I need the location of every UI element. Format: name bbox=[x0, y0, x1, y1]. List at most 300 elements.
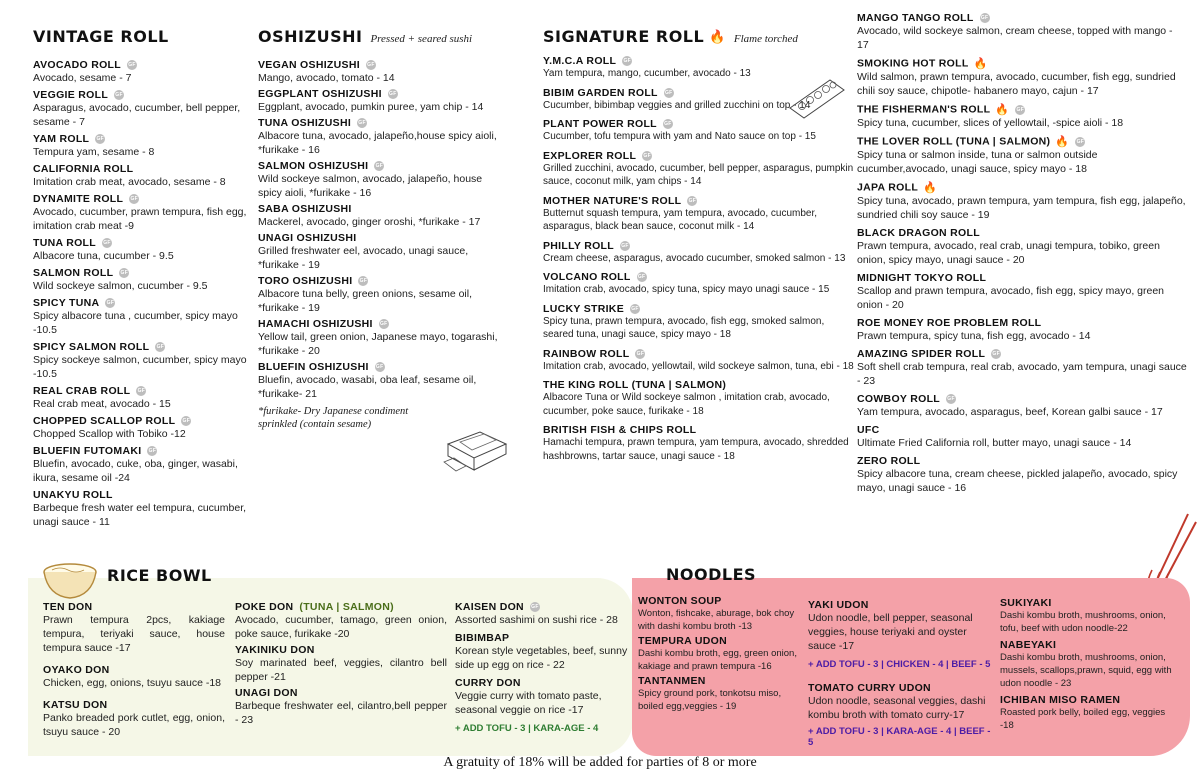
menu-item-description: Cucumber, bibimbap veggies and grilled zucchini on top - 14 bbox=[543, 99, 811, 111]
menu-item-name bbox=[857, 317, 1187, 329]
menu-item-name bbox=[33, 89, 251, 101]
menu-item bbox=[33, 267, 251, 293]
menu-item-description: Udon noodle, bell pepper, seasonal veggies, house teriyaki and oyster sauce -17 bbox=[808, 612, 973, 652]
menu-item-description: Albacore tuna, avocado, jalapeño,house spicy aioli, *furikake - 16 bbox=[258, 130, 497, 156]
menu-item-description: Eggplant, avocado, pumkin puree, yam chip - 14 bbox=[258, 101, 484, 113]
menu-item-name bbox=[543, 424, 855, 436]
noodles-addons-2: + ADD TOFU - 3 | KARA-AGE - 4 | BEEF - 5 bbox=[808, 726, 991, 748]
menu-item-description: Spicy albacore tuna , cucumber, spicy mayo -10.5 bbox=[33, 310, 238, 336]
menu-item-description: Dashi kombu broth, mushrooms, onion, tofu, beef with udon noodle-22 bbox=[1000, 610, 1166, 634]
menu-item-description: Albacore Tuna or Wild sockeye salmon , imitation crab, avocado, cucumber, poke sauce, furikake - 18 bbox=[543, 392, 830, 417]
menu-item-name-text: ZERO ROLL bbox=[857, 455, 921, 467]
menu-item-description: Albacore tuna belly, green onions, sesame oil, *furikake - 19 bbox=[258, 288, 473, 314]
menu-item bbox=[543, 240, 855, 266]
menu-item bbox=[543, 303, 855, 342]
menu-item bbox=[235, 601, 447, 641]
menu-item bbox=[455, 677, 630, 717]
menu-item-name-text: THE KING ROLL (TUNA | SALMON) bbox=[543, 379, 727, 391]
menu-item bbox=[33, 385, 251, 411]
menu-item bbox=[258, 318, 506, 358]
menu-item-name-text: ICHIBAN MISO RAMEN bbox=[1000, 694, 1121, 706]
menu-item-name-text: MOTHER NATURE'S ROLL bbox=[543, 194, 682, 207]
menu-item bbox=[455, 601, 630, 627]
signature-roll-subtitle: Flame torched bbox=[733, 33, 798, 45]
menu-item-name-text: OYAKO DON bbox=[43, 664, 110, 676]
menu-item-name-text: VOLCANO ROLL bbox=[543, 271, 631, 283]
signature-roll-title bbox=[543, 27, 855, 46]
menu-item-name bbox=[235, 687, 447, 699]
rice-bowl-col-1 bbox=[43, 601, 225, 748]
menu-item-description: Dashi kombu broth, mushrooms, onion, mussels, scallops,prawn, squid, egg with udon noodle - 23 bbox=[1000, 652, 1172, 689]
gluten-free-badge-icon: GF bbox=[148, 448, 157, 455]
menu-item-name-text: AMAZING SPIDER ROLL bbox=[857, 348, 986, 360]
menu-item bbox=[638, 635, 800, 673]
menu-item-name bbox=[33, 133, 251, 145]
flame-icon: 🔥 bbox=[709, 30, 726, 45]
menu-item-description: Spicy ground pork, tonkotsu miso, boiled egg,veggies - 19 bbox=[638, 688, 782, 712]
menu-item-name-text: EGGPLANT OSHIZUSHI bbox=[258, 88, 382, 100]
menu-item-description: Wonton, fishcake, aburage, bok choy with dashi kombu broth -13 bbox=[638, 608, 795, 632]
menu-item-name-text: TUNA ROLL bbox=[33, 237, 96, 249]
menu-item bbox=[33, 59, 251, 85]
menu-item-name-text: TEMPURA UDON bbox=[638, 635, 727, 647]
gluten-free-badge-icon: GF bbox=[96, 136, 105, 143]
gluten-free-badge-icon: GF bbox=[947, 396, 955, 403]
menu-item-name bbox=[543, 195, 855, 207]
menu-item bbox=[258, 361, 506, 401]
menu-item-name-text: TANTANMEN bbox=[638, 675, 706, 687]
menu-item-name bbox=[258, 59, 506, 71]
menu-item-description: Scallop and prawn tempura, avocado, fish egg, spicy mayo, green onion - 20 bbox=[857, 285, 1165, 311]
menu-item-name-text: SUKIYAKI bbox=[1000, 597, 1052, 609]
menu-item-name bbox=[33, 163, 251, 175]
menu-item-name-text: WONTON SOUP bbox=[638, 595, 722, 607]
menu-item bbox=[857, 317, 1187, 343]
menu-item-name-text: SPICY TUNA bbox=[33, 297, 100, 309]
menu-item-name bbox=[33, 267, 251, 279]
menu-item-name-text: KAISEN DON bbox=[455, 601, 524, 613]
menu-item-description: Avocado, wild sockeye salmon, cream cheese, topped with mango - 17 bbox=[857, 25, 1173, 51]
menu-item-description: Butternut squash tempura, yam tempura, avocado, cucumber, asparagus, black bean sauce, coconut milk - 14 bbox=[543, 207, 818, 232]
menu-item-description: Panko breaded pork cutlet, egg, onion, tsuyu sauce - 20 bbox=[43, 712, 225, 738]
gluten-free-badge-icon: GF bbox=[367, 62, 375, 69]
menu-item bbox=[857, 424, 1187, 450]
noodles-addons-1: + ADD TOFU - 3 | CHICKEN - 4 | BEEF - 5 bbox=[808, 659, 991, 670]
menu-item bbox=[857, 455, 1187, 495]
menu-item bbox=[638, 675, 800, 713]
menu-item-description: Imitation crab, avocado, yellowtail, wild sockeye salmon, tuna, ebi - 18 bbox=[543, 360, 854, 372]
gluten-free-badge-icon: GF bbox=[130, 196, 138, 203]
menu-item-name-text: VEGGIE ROLL bbox=[33, 89, 109, 101]
menu-item-description: Spicy tuna, prawn tempura, avocado, fish egg, smoked salmon, seared tuna, unagi sauce, spicy mayo - 18 bbox=[543, 315, 825, 340]
menu-item bbox=[808, 682, 994, 722]
menu-item-description: Prawn tempura, avocado, real crab, unagi tempura, tobiko, green onion, spicy mayo, unagi sauce - 20 bbox=[857, 240, 1160, 266]
furikake-note: *furikake- Dry Japanese condiment sprinkled (contain sesame) bbox=[258, 406, 409, 430]
menu-item-name bbox=[258, 232, 506, 244]
menu-item-name-text: BRITISH FISH & CHIPS ROLL bbox=[543, 424, 697, 436]
menu-item-description: Barbeque freshwater eel, cilantro,bell pepper - 23 bbox=[235, 700, 447, 726]
menu-item-description: Avocado, cucumber, tamago, green onion, poke sauce, furikake -20 bbox=[235, 614, 447, 640]
gluten-free-badge-icon: GF bbox=[637, 274, 646, 281]
menu-item bbox=[638, 595, 800, 633]
menu-item-name-text: HAMACHI OSHIZUSHI bbox=[258, 318, 373, 330]
menu-item-name-text: TORO OSHIZUSHI bbox=[258, 275, 353, 287]
menu-item-name-text: RAINBOW ROLL bbox=[543, 347, 630, 360]
oshizushi-box-illustration bbox=[440, 422, 512, 474]
gluten-free-badge-icon: GF bbox=[389, 91, 397, 98]
gluten-free-badge-icon: GF bbox=[992, 351, 1000, 358]
gluten-free-badge-icon: GF bbox=[643, 152, 651, 159]
menu-item bbox=[1000, 639, 1180, 690]
menu-item bbox=[543, 379, 855, 418]
menu-item-name-text: YAM ROLL bbox=[33, 133, 90, 145]
menu-item-name-text: BLACK DRAGON ROLL bbox=[857, 227, 980, 239]
menu-item-description: Imitation crab meat, avocado, sesame - 8 bbox=[33, 176, 226, 188]
menu-item-name bbox=[258, 160, 506, 172]
menu-item-name-text: BLUEFIN OSHIZUSHI bbox=[258, 361, 369, 373]
menu-item-name bbox=[43, 664, 225, 676]
menu-item-name bbox=[33, 415, 251, 427]
gluten-free-badge-icon: GF bbox=[128, 62, 136, 69]
gluten-free-badge-icon: GF bbox=[980, 15, 989, 22]
menu-item-description: Bluefin, avocado, wasabi, oba leaf, sesame oil, *furikake- 21 bbox=[258, 374, 477, 400]
menu-item-name-text: CALIFORNIA ROLL bbox=[33, 163, 134, 175]
menu-item-name-text: JAPA ROLL bbox=[857, 181, 919, 194]
menu-item bbox=[258, 117, 506, 157]
menu-item-name-text: SABA OSHIZUSHI bbox=[258, 203, 352, 215]
menu-item-description: Yam tempura, avocado, asparagus, beef, Korean galbi sauce - 17 bbox=[857, 406, 1163, 418]
menu-item-name-text: UNAGI DON bbox=[235, 687, 298, 699]
menu-item-name-text: THE LOVER ROLL (TUNA | SALMON) bbox=[857, 135, 1051, 148]
gluten-free-badge-icon: GF bbox=[359, 278, 368, 285]
menu-item-name bbox=[857, 424, 1187, 436]
gluten-free-badge-icon: GF bbox=[375, 364, 384, 371]
sushi-roll-illustration bbox=[786, 74, 848, 122]
noodles-col-2 bbox=[808, 599, 994, 748]
menu-item bbox=[258, 232, 506, 272]
menu-item-name bbox=[638, 635, 800, 647]
menu-item bbox=[857, 135, 1187, 176]
menu-item-description: Roasted pork belly, boiled egg, veggies -18 bbox=[1000, 707, 1166, 731]
noodles-col-3 bbox=[1000, 597, 1180, 736]
menu-item-description: Ultimate Fried California roll, butter mayo, unagi sauce - 14 bbox=[857, 437, 1132, 449]
menu-item bbox=[258, 275, 506, 315]
menu-item-description: Wild sockeye salmon, avocado, jalapeño, house spicy aioli, *furikake - 16 bbox=[258, 173, 483, 199]
menu-item bbox=[33, 89, 251, 129]
menu-item-name bbox=[857, 181, 1187, 194]
menu-item bbox=[543, 348, 855, 374]
menu-item-name bbox=[857, 455, 1187, 467]
gluten-free-badge-icon: GF bbox=[379, 321, 388, 328]
menu-item-description: Tempura yam, sesame - 8 bbox=[33, 146, 155, 158]
menu-item bbox=[43, 601, 225, 655]
menu-item-name bbox=[258, 117, 506, 129]
menu-item bbox=[543, 271, 855, 297]
menu-item bbox=[1000, 694, 1180, 732]
menu-item-name bbox=[857, 272, 1187, 284]
menu-item bbox=[455, 632, 630, 672]
menu-item-name-text: POKE DON bbox=[235, 601, 294, 613]
menu-item-description: Veggie curry with tomato paste, seasonal veggie on rice -17 bbox=[455, 690, 602, 716]
menu-item bbox=[258, 88, 506, 114]
menu-item bbox=[543, 424, 855, 463]
menu-item-name bbox=[543, 240, 855, 252]
gluten-free-badge-icon: GF bbox=[120, 270, 129, 277]
menu-item-name-text: YAKI UDON bbox=[808, 599, 869, 611]
menu-item bbox=[33, 489, 251, 529]
menu-item-name-text: THE FISHERMAN'S ROLL bbox=[857, 103, 991, 116]
menu-item-name bbox=[857, 227, 1187, 239]
menu-item-name-text: MIDNIGHT TOKYO ROLL bbox=[857, 272, 987, 284]
gluten-free-badge-icon: GF bbox=[1076, 138, 1085, 145]
menu-item-name-text: EXPLORER ROLL bbox=[543, 149, 637, 162]
menu-item-name bbox=[258, 275, 506, 287]
menu-item-name-text: KATSU DON bbox=[43, 699, 108, 711]
menu-item-description: Avocado, sesame - 7 bbox=[33, 72, 132, 84]
oshizushi-title bbox=[258, 27, 506, 46]
menu-item bbox=[43, 664, 225, 690]
menu-item-name-text: UNAKYU ROLL bbox=[33, 489, 113, 501]
menu-item bbox=[258, 160, 506, 200]
menu-item bbox=[857, 12, 1187, 52]
menu-item-name bbox=[543, 348, 855, 360]
menu-item-name bbox=[857, 103, 1187, 116]
vintage-roll-list bbox=[33, 59, 251, 529]
menu-item-description: Assorted sashimi on sushi rice - 28 bbox=[455, 614, 618, 626]
menu-item-name-text: YAKINIKU DON bbox=[235, 644, 315, 656]
menu-item bbox=[235, 687, 447, 727]
menu-item-description: Imitation crab, avocado, spicy tuna, spicy mayo unagi sauce - 15 bbox=[543, 284, 830, 295]
menu-item bbox=[33, 297, 251, 337]
menu-item-description: Hamachi tempura, prawn tempura, yam tempura, avocado, shredded hashbrowns, tartar sauce, unagi sauce - 18 bbox=[543, 437, 849, 462]
menu-item-name bbox=[543, 379, 855, 391]
menu-item-name bbox=[1000, 597, 1180, 609]
menu-item-name bbox=[258, 88, 506, 100]
noodles-title: NOODLES bbox=[666, 565, 757, 584]
menu-item-name bbox=[258, 361, 506, 373]
menu-item-name bbox=[455, 601, 630, 613]
menu-item-name-text: TEN DON bbox=[43, 601, 93, 613]
menu-item-name bbox=[33, 445, 251, 457]
menu-item-description: Grilled zucchini, avocado, cucumber, bell pepper, asparagus, pumpkin sauce, coconut milk, yam chips - 14 bbox=[543, 162, 854, 187]
menu-item-name bbox=[543, 271, 855, 283]
menu-item-name bbox=[33, 341, 251, 353]
gluten-free-badge-icon: GF bbox=[103, 240, 111, 247]
menu-item bbox=[258, 203, 506, 229]
menu-item-description: Chicken, egg, onions, tsuyu sauce -18 bbox=[43, 677, 222, 689]
menu-item bbox=[543, 195, 855, 234]
menu-item-description: Real crab meat, avocado - 15 bbox=[33, 398, 171, 410]
menu-item-description: Spicy albacore tuna, cream cheese, pickled jalapeño, avocado, spicy mayo, unagi sauce - 16 bbox=[857, 468, 1178, 494]
oshizushi-list bbox=[258, 59, 506, 401]
menu-item-name bbox=[33, 237, 251, 249]
menu-item bbox=[808, 599, 994, 653]
menu-item-name bbox=[43, 601, 225, 613]
menu-item-description: Soy marinated beef, veggies, cilantro bell pepper -21 bbox=[235, 657, 447, 683]
menu-item bbox=[33, 163, 251, 189]
menu-item-name bbox=[543, 303, 855, 315]
menu-item-description: Mango, avocado, tomato - 14 bbox=[258, 72, 395, 84]
menu-item-name bbox=[857, 12, 1187, 24]
menu-item-name-text: COWBOY ROLL bbox=[857, 393, 941, 405]
menu-item-description: Barbeque fresh water eel tempura, cucumber, unagi sauce - 11 bbox=[33, 502, 247, 528]
menu-item-description: Yam tempura, mango, cucumber, avocado - 13 bbox=[543, 68, 751, 79]
menu-item-name bbox=[33, 385, 251, 397]
menu-item-name bbox=[808, 599, 994, 611]
gluten-free-badge-icon: GF bbox=[106, 300, 115, 307]
menu-item bbox=[857, 227, 1187, 267]
menu-item-name-text: CURRY DON bbox=[455, 677, 521, 689]
menu-item-name-text: DYNAMITE ROLL bbox=[33, 193, 124, 205]
rice-bowl-icon bbox=[40, 558, 100, 600]
gluten-free-badge-icon: GF bbox=[664, 121, 672, 128]
menu-item-name-text: VEGAN OSHIZUSHI bbox=[258, 59, 360, 71]
menu-item bbox=[857, 272, 1187, 312]
gluten-free-badge-icon: GF bbox=[1016, 106, 1025, 113]
menu-item-description: Mackerel, avocado, ginger oroshi, *furikake - 17 bbox=[258, 216, 481, 228]
menu-item bbox=[33, 415, 251, 441]
menu-item-name-text: LUCKY STRIKE bbox=[543, 302, 624, 315]
menu-item-name-text: SALMON ROLL bbox=[33, 267, 114, 279]
oshizushi-section bbox=[258, 27, 506, 431]
menu-item-name-text: UFC bbox=[857, 424, 880, 436]
signature-roll-title-text: SIGNATURE ROLL bbox=[543, 27, 705, 46]
menu-item-name bbox=[43, 699, 225, 711]
vintage-roll-section bbox=[33, 27, 251, 533]
menu-item-description: Albacore tuna, cucumber - 9.5 bbox=[33, 250, 174, 262]
gratuity-note: A gratuity of 18% will be added for parties of 8 or more bbox=[443, 755, 757, 770]
menu-item-name-text: SPICY SALMON ROLL bbox=[33, 341, 150, 353]
menu-item-name bbox=[235, 601, 447, 613]
menu-item-name-text: SALMON OSHIZUSHI bbox=[258, 160, 369, 172]
gluten-free-badge-icon: GF bbox=[623, 58, 631, 65]
menu-item-name-text: AVOCADO ROLL bbox=[33, 59, 121, 71]
flame-icon: 🔥 bbox=[1055, 136, 1070, 148]
menu-item-description: Yellow tail, green onion, Japanese mayo, togarashi, *furikake - 20 bbox=[258, 331, 498, 357]
gluten-free-badge-icon: GF bbox=[664, 89, 673, 96]
menu-item-name bbox=[33, 59, 251, 71]
menu-item-description: Spicy tuna, cucumber, slices of yellowtail, -spice aioli - 18 bbox=[857, 117, 1124, 129]
menu-item-name bbox=[33, 193, 251, 205]
menu-item-name bbox=[857, 57, 1187, 70]
flame-icon: 🔥 bbox=[923, 182, 938, 194]
menu-item bbox=[33, 133, 251, 159]
menu-item-name bbox=[638, 675, 800, 687]
menu-item-description: Wild sockeye salmon, cucumber - 9.5 bbox=[33, 280, 208, 292]
menu-item bbox=[1000, 597, 1180, 635]
gluten-free-badge-icon: GF bbox=[115, 92, 123, 99]
menu-item bbox=[235, 644, 447, 684]
menu-item-name-text: CHOPPED SCALLOP ROLL bbox=[33, 415, 176, 427]
noodles-col-1 bbox=[638, 595, 800, 715]
menu-item-description: Soft shell crab tempura, real crab, avocado, yam tempura, unagi sauce - 23 bbox=[857, 361, 1187, 387]
menu-item bbox=[857, 181, 1187, 222]
menu-item-name bbox=[857, 393, 1187, 405]
menu-item bbox=[543, 150, 855, 189]
oshizushi-subtitle: Pressed + seared sushi bbox=[370, 33, 473, 45]
menu-item-description: Spicy tuna, avocado, prawn tempura, yam tempura, fish egg, jalapeño, sundried chili soy sauce - 19 bbox=[857, 195, 1186, 221]
menu-item bbox=[33, 193, 251, 233]
gluten-free-badge-icon: GF bbox=[631, 305, 639, 312]
menu-item-name bbox=[857, 348, 1187, 360]
menu-item-name bbox=[235, 644, 447, 656]
menu-item-name-text: BLUEFIN FUTOMAKI bbox=[33, 445, 142, 457]
menu-item bbox=[258, 59, 506, 85]
rice-bowl-col-3 bbox=[455, 601, 630, 734]
gluten-free-badge-icon: GF bbox=[621, 242, 629, 249]
menu-item-name-text: PHILLY ROLL bbox=[543, 239, 614, 252]
menu-item-name bbox=[543, 150, 855, 162]
gluten-free-badge-icon: GF bbox=[358, 120, 366, 127]
menu-item-name bbox=[543, 55, 855, 67]
menu-item-name-text: PLANT POWER ROLL bbox=[543, 118, 657, 130]
gluten-free-badge-icon: GF bbox=[636, 350, 645, 357]
menu-item-name-text: BIBIM GARDEN ROLL bbox=[543, 86, 658, 99]
menu-item-name bbox=[455, 632, 630, 644]
gluten-free-badge-icon: GF bbox=[688, 197, 697, 204]
menu-item-description: Wild salmon, prawn tempura, avocado, cucumber, fish egg, sundried chili soy sauce, chipotle- habanero mayo, cajun - 17 bbox=[857, 71, 1176, 97]
menu-item-name bbox=[638, 595, 800, 607]
rice-bowl-addons: + ADD TOFU - 3 | KARA-AGE - 4 bbox=[455, 723, 599, 734]
menu-item-description: Korean style vegetables, beef, sunny side up egg on rice - 22 bbox=[455, 645, 628, 671]
menu-item-name-text: TUNA OSHIZUSHI bbox=[258, 117, 352, 129]
flame-icon: 🔥 bbox=[995, 104, 1010, 116]
menu-item-description: Grilled freshwater eel, avocado, unagi sauce, *furikake - 19 bbox=[258, 245, 469, 271]
gluten-free-badge-icon: GF bbox=[137, 388, 146, 395]
menu-item-name bbox=[808, 682, 994, 694]
menu-item-description: Prawn tempura 2pcs, kakiage tempura, teriyaki sauce, house tempura sauce -17 bbox=[43, 614, 225, 654]
flame-icon: 🔥 bbox=[973, 58, 988, 70]
menu-item-name-text: BIBIMBAP bbox=[455, 632, 510, 644]
menu-item-description: Spicy tuna or salmon inside, tuna or salmon outside cucumber,avocado, unagi sauce, spicy mayo - 18 bbox=[857, 149, 1098, 175]
menu-item-name-text: UNAGI OSHIZUSHI bbox=[258, 232, 357, 244]
menu-item-name-text: Y.M.C.A ROLL bbox=[543, 55, 617, 67]
menu-item bbox=[33, 341, 251, 381]
menu-item-name bbox=[258, 318, 506, 330]
menu-item-description: Spicy sockeye salmon, cucumber, spicy mayo -10.5 bbox=[33, 354, 247, 380]
rice-bowl-title: RICE BOWL bbox=[107, 566, 212, 585]
menu-item-name bbox=[1000, 694, 1180, 706]
menu-item-description: Bluefin, avocado, cuke, oba, ginger, wasabi, ikura, sesame oil -24 bbox=[33, 458, 238, 484]
menu-item bbox=[43, 699, 225, 739]
menu-item-description: Chopped Scallop with Tobiko -12 bbox=[33, 428, 186, 440]
menu-item-description: Prawn tempura, spicy tuna, fish egg, avocado - 14 bbox=[857, 330, 1091, 342]
menu-item-name bbox=[857, 135, 1187, 148]
menu-item-name-text: TOMATO CURRY UDON bbox=[808, 682, 931, 694]
menu-item-name-text: ROE MONEY ROE PROBLEM ROLL bbox=[857, 317, 1042, 329]
oshizushi-title-text: OSHIZUSHI bbox=[258, 27, 363, 46]
menu-item-description: Cucumber, tofu tempura with yam and Nato sauce on top - 15 bbox=[543, 131, 816, 142]
specials-list bbox=[857, 12, 1187, 495]
vintage-roll-title: VINTAGE ROLL bbox=[33, 27, 169, 46]
menu-item-description: Asparagus, avocado, cucumber, bell pepper, sesame - 7 bbox=[33, 102, 241, 128]
menu-item-tag: (TUNA | SALMON) bbox=[299, 601, 394, 613]
menu-item-name-text: NABEYAKI bbox=[1000, 639, 1057, 651]
menu-item bbox=[857, 393, 1187, 419]
menu-item bbox=[33, 445, 251, 485]
gluten-free-badge-icon: GF bbox=[375, 163, 384, 170]
menu-item-name-text: SMOKING HOT ROLL bbox=[857, 57, 969, 70]
menu-item bbox=[857, 103, 1187, 130]
menu-item-name-text: MANGO TANGO ROLL bbox=[857, 12, 974, 24]
gluten-free-badge-icon: GF bbox=[182, 418, 191, 425]
gluten-free-badge-icon: GF bbox=[156, 344, 165, 351]
menu-item-name bbox=[33, 297, 251, 309]
menu-item-name bbox=[33, 489, 251, 501]
menu-item bbox=[33, 237, 251, 263]
menu-item-description: Cream cheese, asparagus, avocado cucumber, smoked salmon - 13 bbox=[543, 252, 846, 264]
menu-item-description: Udon noodle, seasonal veggies, dashi kombu broth with tomato curry-17 bbox=[808, 695, 986, 721]
